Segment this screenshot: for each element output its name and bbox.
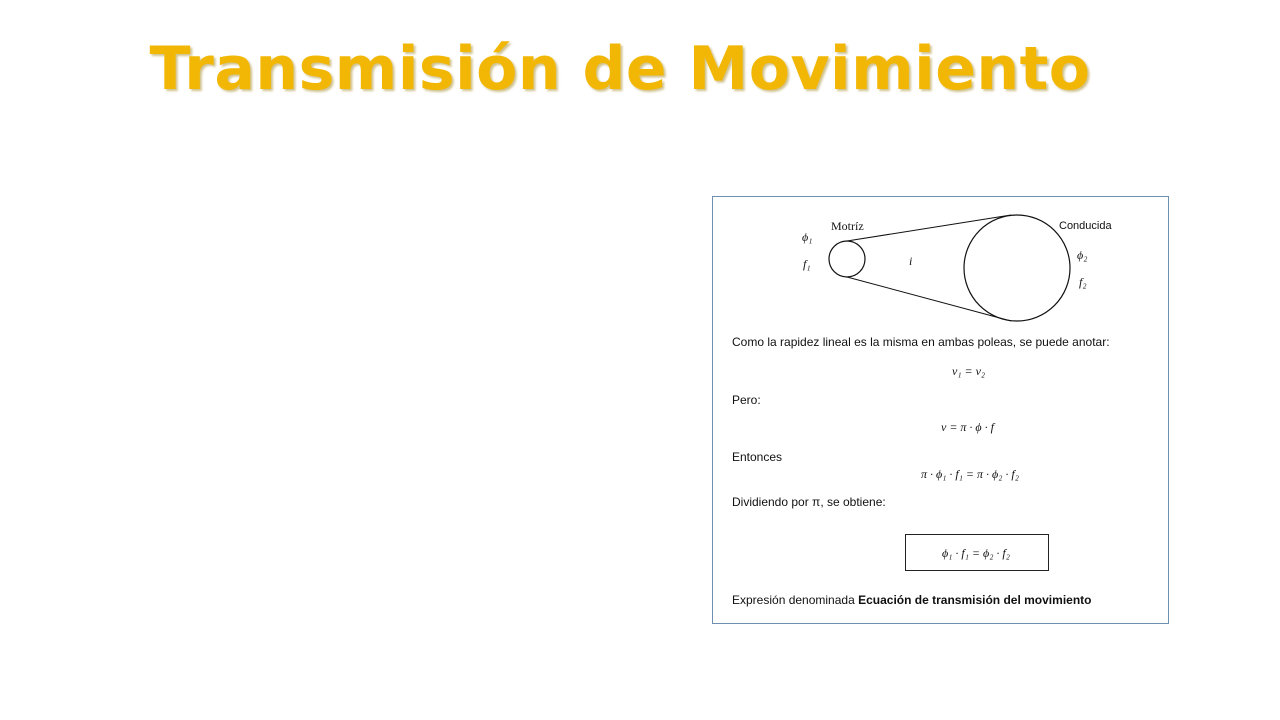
slide-title: Transmisión de Movimiento bbox=[149, 34, 1091, 104]
ratio-label: i bbox=[909, 254, 913, 268]
pulley-diagram bbox=[713, 197, 1170, 327]
driven-label: Conducida bbox=[1059, 220, 1112, 232]
text-line-3: Entonces bbox=[732, 450, 783, 464]
pulley-figure bbox=[712, 196, 1169, 624]
belt-bottom-line bbox=[847, 277, 1011, 321]
equation-3: π · ϕ₁ · f₁ = π · ϕ₂ · f₂ bbox=[921, 467, 1019, 481]
equation-1: v₁ = v₂ bbox=[952, 364, 986, 378]
driver-label: Motríz bbox=[831, 219, 864, 233]
f1-label: f₁ bbox=[803, 257, 811, 271]
boxed-equation bbox=[905, 534, 1049, 571]
final-prefix: Expresión denominada bbox=[732, 593, 859, 607]
equation-2: v = π · ϕ · f bbox=[941, 420, 994, 434]
belt-top-line bbox=[847, 215, 1011, 241]
final-bold: Ecuación de transmisión del movimiento bbox=[858, 593, 1092, 607]
f2-label: f₂ bbox=[1079, 275, 1087, 289]
equation-4: ϕ₁ · f₁ = ϕ₂ · f₂ bbox=[942, 546, 1010, 560]
driver-pulley bbox=[829, 241, 865, 277]
final-statement bbox=[732, 593, 1091, 607]
text-line-4: Dividiendo por π, se obtiene: bbox=[732, 495, 886, 509]
text-line-1: Como la rapidez lineal es la misma en ambas poleas, se puede anotar: bbox=[732, 335, 1110, 349]
text-line-2: Pero: bbox=[732, 393, 761, 407]
driven-pulley bbox=[964, 215, 1070, 321]
phi2-label: ϕ₂ bbox=[1077, 248, 1088, 262]
phi1-label: ϕ₁ bbox=[802, 230, 813, 244]
